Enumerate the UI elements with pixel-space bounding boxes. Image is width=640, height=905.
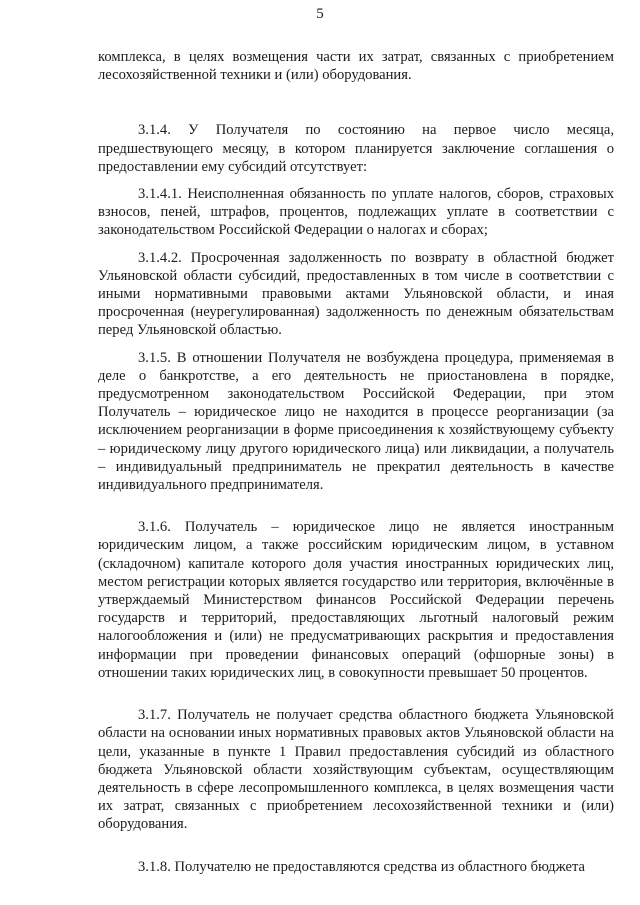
paragraph-3-1-4: 3.1.4. У Получателя по состоянию на первое число месяца, предшествующего месяцу, в котором планируется заключение соглашения о предоставлении ему субсидий отсутствует: [98,122,614,175]
paragraph-continuation: комплекса, в целях возмещения части их затрат, связанных с приобретением лесохозяйственной техники и (или) оборудования. [98,49,614,84]
page-number: 5 [316,6,324,22]
paragraph-3-1-4-1: 3.1.4.1. Неисполненная обязанность по уплате налогов, сборов, страховых взносов, пеней, штрафов, процентов, подлежащих уплате в соответствии с законодательством Российской Федерации о налогах и сборах; [98,186,614,239]
paragraph-3-1-4-2: 3.1.4.2. Просроченная задолженность по возврату в областной бюджет Ульяновской области субсидий, предоставленных в том числе в соответствии с иными нормативными правовыми актами Ульяновской области, и иная просроченная (неурегулированная) задолженность по денежным обязательствам перед Ульяновской областью. [98,249,614,339]
document-body [98,48,614,876]
paragraph-3-1-7: 3.1.7. Получатель не получает средства областного бюджета Ульяновской области на основании иных нормативных правовых актов Ульяновской области на цели, указанные в пункте 1 Правил предоставления субсидий из областного бюджета Ульяновской области хозяйствующим субъектам, осуществляющим деятельность в сфере лесопромышленного комплекса, в целях возмещения части их затрат, связанных с приобретением лесохозяйственной техники и (или) оборудования. [98,707,614,833]
paragraph-3-1-5: 3.1.5. В отношении Получателя не возбуждена процедура, применяемая в деле о банкротстве, а его деятельность не приостановлена в порядке, предусмотренном законодательством Российской Федерации, при этом Получатель – юридическое лицо не находится в процессе реорганизации (за исключением реорганизации в форме присоединения к хозяйствующему субъекту – юридическому лицу другого юридического лица) или ликвидации, а получатель – индивидуальный предприниматель не прекратил деятельность в качестве индивидуального предпринимателя. [98,349,614,494]
paragraph-3-1-8: 3.1.8. Получателю не предоставляются средства из областного бюджета [138,858,586,875]
paragraph-3-1-6: 3.1.6. Получатель – юридическое лицо не является иностранным юридическим лицом, а также российским юридическим лицом, в уставном (складочном) капитале которого доля участия иностранных юридических лиц, местом регистрации которых является государство или территория, включённые в утверждаемый Министерством финансов Российской Федерации перечень государств и территорий, предоставляющих льготный налоговый режим налогообложения и (или) не предусматривающих раскрытия и предоставления информации при проведении финансовых операций (офшорные зоны) в отношении таких юридических лиц, в совокупности превышает 50 процентов. [98,519,614,681]
